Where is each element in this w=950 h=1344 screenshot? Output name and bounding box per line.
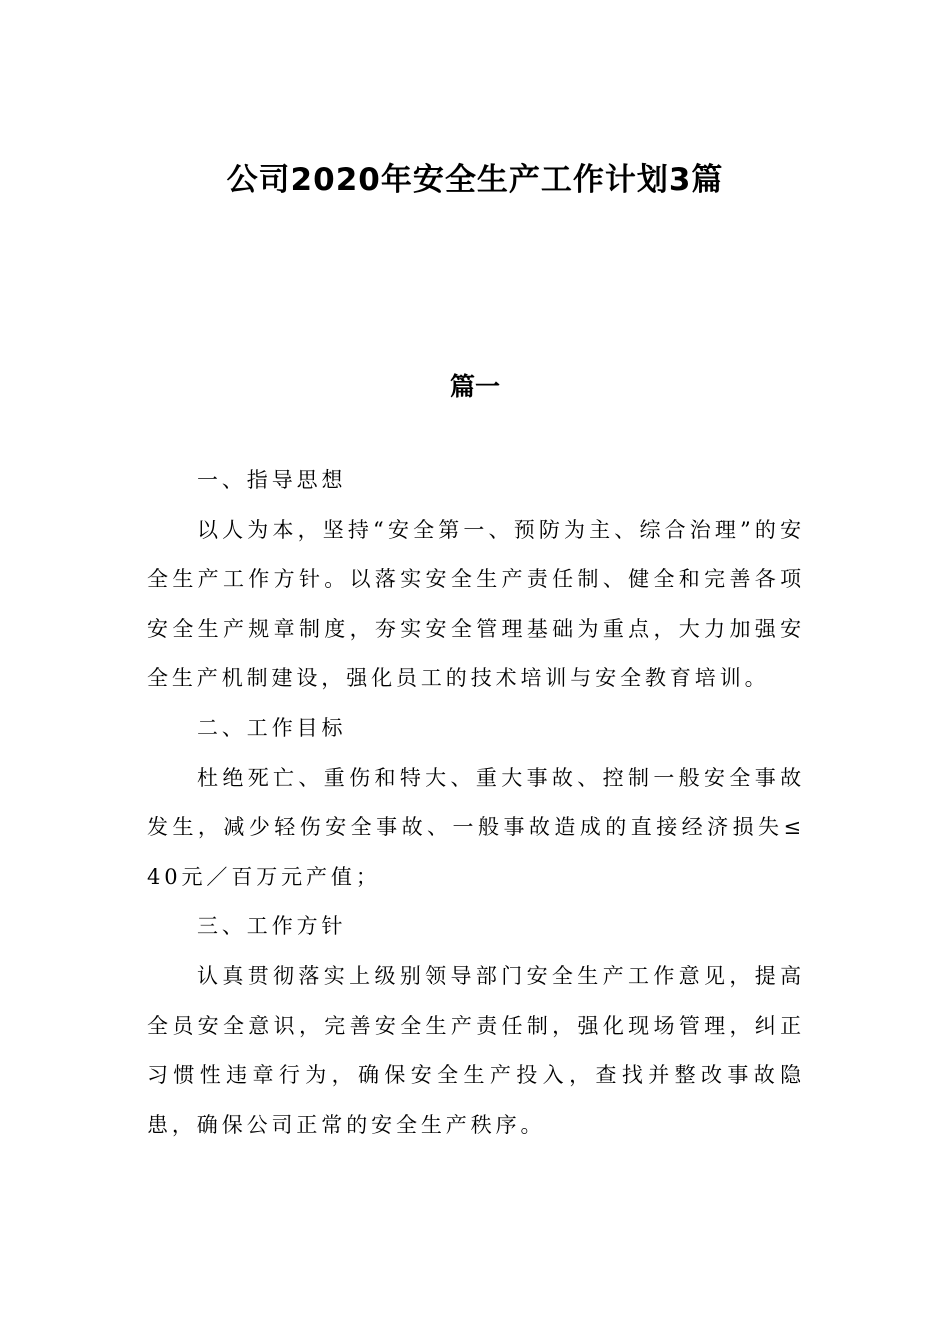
heading-work-goals: 二、工作目标 xyxy=(197,715,347,740)
section-title: 篇一 xyxy=(449,372,500,401)
paragraph-guiding-ideology: 以人为本，坚持“安全第一、预防为主、综合治理”的安全生产工作方针。以落实安全生产责任制、健全和完善各项安全生产规章制度，夯实安全管理基础为重点，大力加强安全生产机制建设，强化员工的技术培训与安全教育培训。 xyxy=(147,517,805,691)
heading-work-policy: 三、工作方针 xyxy=(197,914,347,939)
paragraph-work-goals: 杜绝死亡、重伤和特大、重大事故、控制一般安全事故发生，减少轻伤安全事故、一般事故造成的直接经济损失≤40元／百万元产值； xyxy=(147,765,805,889)
paragraph-work-policy: 认真贯彻落实上级别领导部门安全生产工作意见，提高全员安全意识，完善安全生产责任制，强化现场管理，纠正习惯性违章行为，确保安全生产投入，查找并整改事故隐患，确保公司正常的安全生产秩序。 xyxy=(147,963,805,1137)
document-body xyxy=(147,456,805,1150)
document-title: 公司2020年安全生产工作计划3篇 xyxy=(226,162,724,198)
heading-guiding-ideology: 一、指导思想 xyxy=(197,468,347,492)
